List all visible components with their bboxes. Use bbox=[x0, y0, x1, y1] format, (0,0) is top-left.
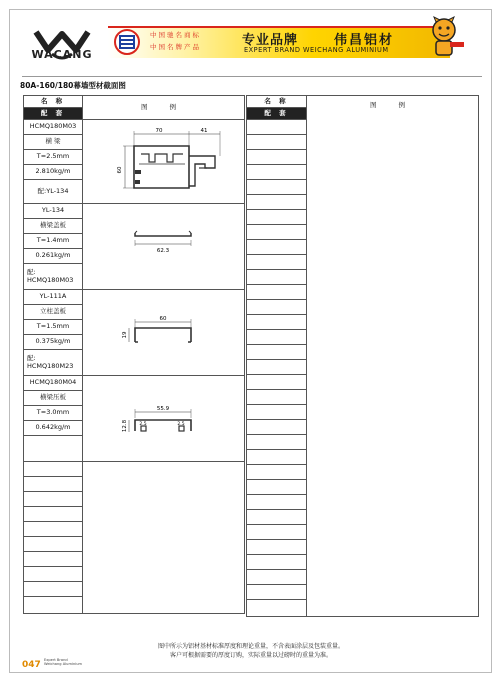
item1-dim-width-a: 70 bbox=[155, 128, 163, 134]
item2-name: 横梁盖板 bbox=[24, 219, 83, 234]
item3-profile-drawing bbox=[83, 290, 245, 376]
empty-cell bbox=[24, 492, 83, 507]
item2-figure bbox=[83, 204, 245, 290]
item1-dim-height: 60 bbox=[117, 166, 123, 174]
empty-cell bbox=[247, 150, 307, 165]
item2-thickness: T=1.4mm bbox=[24, 234, 83, 249]
empty-cell bbox=[247, 330, 307, 345]
item1-name: 横 梁 bbox=[24, 135, 83, 150]
empty-cell bbox=[24, 462, 83, 477]
item4-config bbox=[24, 436, 83, 462]
item1-weight: 2.810kg/m bbox=[24, 165, 83, 180]
item1-thickness: T=2.5mm bbox=[24, 150, 83, 165]
empty-cell bbox=[24, 582, 83, 597]
item4-dim-slot-b: 2.5 bbox=[177, 422, 185, 427]
empty-cell bbox=[247, 390, 307, 405]
item4-code: HCMQ180M04 bbox=[24, 376, 83, 391]
item2-profile-drawing bbox=[83, 204, 245, 290]
item3-figure bbox=[83, 290, 245, 376]
header-divider bbox=[22, 76, 482, 77]
empty-cell bbox=[247, 270, 307, 285]
banner-red-stripe bbox=[108, 26, 450, 28]
item2-dim-width: 62.3 bbox=[156, 248, 170, 254]
page-caption bbox=[44, 659, 82, 667]
item4-profile-drawing bbox=[83, 376, 245, 462]
empty-figure bbox=[83, 462, 245, 614]
item4-thickness: T=3.0mm bbox=[24, 406, 83, 421]
item2-weight: 0.261kg/m bbox=[24, 249, 83, 264]
brand-cn-2: 伟昌铝材 bbox=[334, 33, 395, 48]
right-header-config: 配 套 bbox=[247, 108, 307, 120]
empty-cell bbox=[247, 180, 307, 195]
brand-en: EXPERT BRAND WEICHANG ALUMINIUM bbox=[244, 46, 389, 54]
item2-code: YL-134 bbox=[24, 204, 83, 219]
empty-cell bbox=[247, 420, 307, 435]
item3-config: 配: HCMQ180M23 bbox=[24, 350, 83, 376]
empty-cell bbox=[247, 360, 307, 375]
empty-cell bbox=[247, 210, 307, 225]
item3-dim-width: 60 bbox=[159, 316, 167, 322]
empty-cell bbox=[247, 570, 307, 585]
empty-cell bbox=[247, 120, 307, 135]
empty-cell bbox=[247, 405, 307, 420]
item2-config: 配: HCMQ180M03 bbox=[24, 264, 83, 290]
page-caption-line1: Expert Brand bbox=[44, 658, 68, 662]
item3-dim-height: 19 bbox=[122, 331, 128, 339]
right-section-table bbox=[246, 95, 479, 617]
item1-config: 配:YL-134 bbox=[24, 180, 83, 204]
empty-cell bbox=[247, 510, 307, 525]
empty-cell bbox=[247, 300, 307, 315]
empty-cell bbox=[247, 135, 307, 150]
empty-cell bbox=[247, 225, 307, 240]
footer-note-2: 客户可根据需要的厚度订购，实际重量以过磅时的重量为准。 bbox=[169, 652, 332, 659]
empty-cell bbox=[24, 597, 83, 614]
empty-cell bbox=[247, 285, 307, 300]
brand-cn-1: 专业品牌 bbox=[242, 33, 299, 48]
empty-cell bbox=[24, 477, 83, 492]
banner-line2: 中国名牌产品 bbox=[150, 43, 201, 51]
item4-dim-width: 55.9 bbox=[156, 406, 170, 412]
item3-thickness: T=1.5mm bbox=[24, 320, 83, 335]
tiger-mascot-icon bbox=[420, 14, 468, 62]
empty-cell bbox=[247, 495, 307, 510]
empty-cell bbox=[247, 195, 307, 210]
page-title: 80A-160/180幕墙型材截面图 bbox=[20, 81, 126, 90]
item4-weight: 0.642kg/m bbox=[24, 421, 83, 436]
item1-profile-drawing bbox=[83, 120, 245, 204]
empty-cell bbox=[247, 555, 307, 570]
empty-cell bbox=[24, 552, 83, 567]
right-header-figure: 图 例 bbox=[307, 96, 479, 617]
empty-cell bbox=[247, 345, 307, 360]
item4-name: 横梁压板 bbox=[24, 391, 83, 406]
empty-cell bbox=[24, 567, 83, 582]
empty-cell bbox=[24, 537, 83, 552]
left-header-config: 配 套 bbox=[24, 108, 83, 120]
empty-cell bbox=[247, 585, 307, 600]
empty-cell bbox=[247, 255, 307, 270]
empty-cell bbox=[247, 525, 307, 540]
item3-name: 立柱盖板 bbox=[24, 305, 83, 320]
banner-line1: 中国驰名商标 bbox=[150, 31, 201, 39]
page-caption-line2: Weichang Aluminium bbox=[44, 661, 82, 666]
page-number: 047 bbox=[22, 660, 41, 670]
logo-text: WACANG bbox=[31, 48, 93, 61]
item3-code: YL-111A bbox=[24, 290, 83, 305]
item4-dim-slot-a: 2.5 bbox=[139, 422, 147, 427]
trademark-seal-icon bbox=[112, 28, 142, 56]
empty-cell bbox=[247, 540, 307, 555]
left-header-name: 名 称 bbox=[24, 96, 83, 108]
empty-cell bbox=[24, 522, 83, 537]
empty-cell bbox=[247, 240, 307, 255]
empty-cell bbox=[247, 315, 307, 330]
item1-figure bbox=[83, 120, 245, 204]
empty-cell bbox=[247, 165, 307, 180]
item1-dim-width-b: 41 bbox=[200, 128, 208, 134]
item4-figure bbox=[83, 376, 245, 462]
empty-cell bbox=[247, 375, 307, 390]
empty-cell bbox=[247, 465, 307, 480]
empty-cell bbox=[24, 507, 83, 522]
left-section-table bbox=[23, 95, 245, 614]
item1-code: HCMQ180M03 bbox=[24, 120, 83, 135]
item4-dim-height: 12.8 bbox=[122, 419, 128, 433]
right-header-name: 名 称 bbox=[247, 96, 307, 108]
empty-cell bbox=[247, 480, 307, 495]
empty-cell bbox=[247, 600, 307, 617]
empty-cell bbox=[247, 450, 307, 465]
left-header-figure: 图 例 bbox=[83, 96, 245, 120]
item3-weight: 0.375kg/m bbox=[24, 335, 83, 350]
footer-note-1: 图中所示为铝材基材标准厚度和理论重量，不含表面涂层及包装重量。 bbox=[157, 643, 344, 650]
empty-cell bbox=[247, 435, 307, 450]
